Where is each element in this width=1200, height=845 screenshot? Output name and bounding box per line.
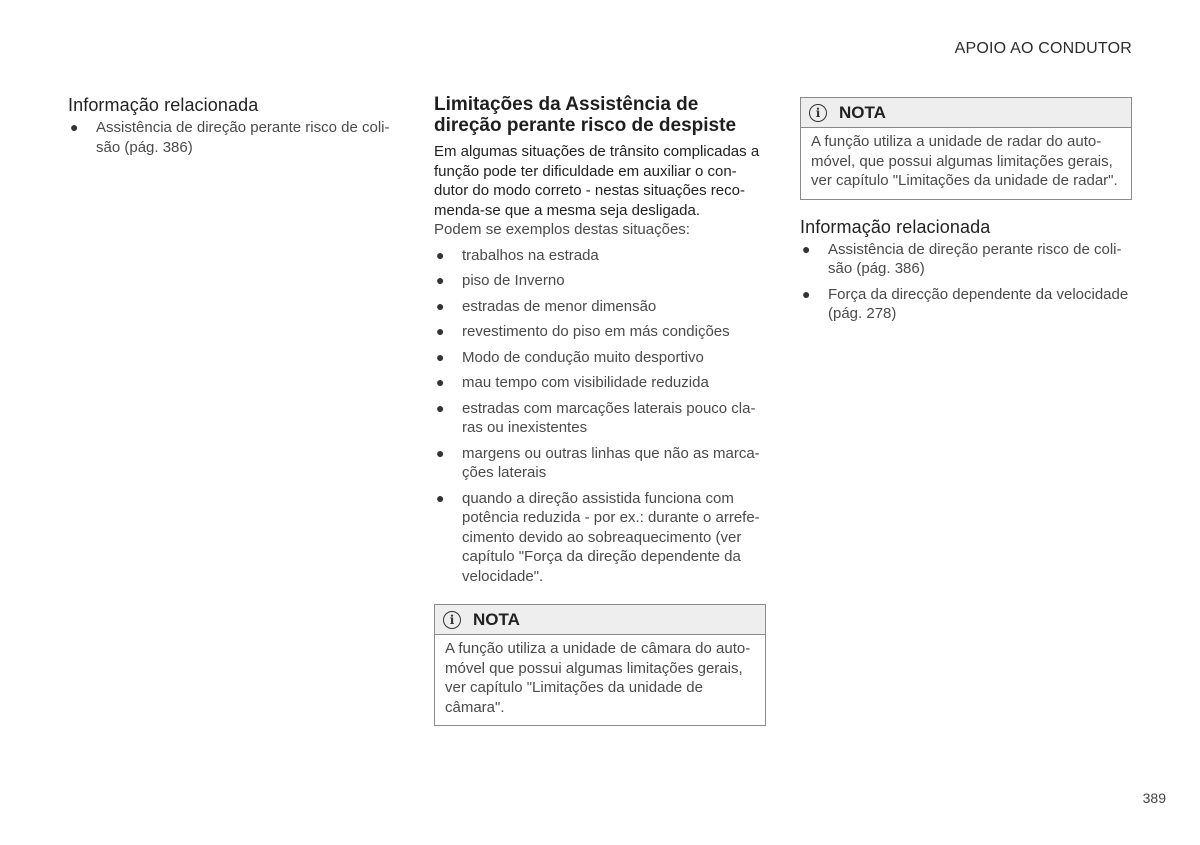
column-middle xyxy=(434,94,766,726)
related-info-heading: Informação relacionada xyxy=(68,95,259,115)
note-body: A função utiliza a unidade de radar do auto- móvel, que possui algumas limitações gerais, ver capítulo "Limitações da unidade de radar". xyxy=(811,133,1118,189)
list-item xyxy=(434,399,766,438)
note-title: NOTA xyxy=(473,609,520,629)
column-right xyxy=(800,97,1132,330)
list-item xyxy=(434,246,766,266)
bullet-icon: ● xyxy=(802,285,811,302)
list-item xyxy=(434,444,766,483)
section-title xyxy=(434,94,766,136)
note-header xyxy=(801,98,1131,128)
list-item-text: Modo de condução muito desportivo xyxy=(462,348,704,366)
bullet-icon: ● xyxy=(436,323,445,339)
bullet-icon: ● xyxy=(436,297,445,314)
list-item[interactable] xyxy=(68,118,398,157)
list-item-text: piso de Inverno xyxy=(462,272,565,289)
bullet-icon: ● xyxy=(436,399,445,416)
list-item-text: Assistência de direção perante risco de coli- são (pág. 386) xyxy=(828,240,1122,277)
list-item[interactable] xyxy=(800,240,1132,279)
section-title-line1: Limitações da Assistência de xyxy=(434,94,699,115)
bullet-icon: ● xyxy=(436,272,445,288)
page-number: 389 xyxy=(1142,790,1166,806)
list-item xyxy=(434,348,766,368)
info-icon: i xyxy=(809,104,827,122)
list-item-text: Assistência de direção perante risco de coli- xyxy=(96,119,390,136)
related-info-list xyxy=(800,240,1132,324)
bullet-icon: ● xyxy=(802,240,811,257)
list-item-text: trabalhos na estrada xyxy=(462,246,599,264)
list-item xyxy=(434,297,766,317)
list-item xyxy=(434,489,766,587)
lead-paragraph: Em algumas situações de trânsito complicadas a função pode ter dificuldade em auxiliar o con- dutor do modo correto - nestas situações reco- menda-se que a mesma seja desligada. xyxy=(434,143,760,219)
list-item-text-cont: são (pág. 386) xyxy=(96,138,193,156)
section-header: APOIO AO CONDUTOR xyxy=(954,40,1132,57)
list-item-text: Força da direcção dependente da velocidade (pág. 278) xyxy=(828,285,1129,322)
note-header xyxy=(435,605,765,635)
list-item xyxy=(434,271,766,291)
list-item-text: mau tempo com visibilidade reduzida xyxy=(462,374,709,391)
section-title-line2: direção perante risco de despiste xyxy=(434,115,737,136)
list-item xyxy=(434,373,766,393)
list-item-text: quando a direção assistida funciona com potência reduzida - por ex.: durante o arrefe- cimento devido ao sobreaquecimento (ver capítulo "Força da direção dependente da velocidade". xyxy=(462,489,760,585)
list-item-text: estradas com marcações laterais pouco cla- ras ou inexistentes xyxy=(462,399,756,436)
list-item[interactable] xyxy=(800,285,1132,324)
bullet-icon: ● xyxy=(70,119,79,135)
bullet-icon: ● xyxy=(436,348,445,365)
info-icon: i xyxy=(443,611,461,629)
intro-paragraph: Podem se exemplos destas situações: xyxy=(434,221,690,238)
column-left xyxy=(68,94,398,163)
related-info-list xyxy=(68,118,398,157)
bullet-icon: ● xyxy=(436,489,445,506)
list-item-text: margens ou outras linhas que não as marca- ções laterais xyxy=(462,444,760,481)
list-item-text: revestimento do piso em más condições xyxy=(462,323,730,340)
note-title: NOTA xyxy=(839,102,886,122)
situations-list xyxy=(434,246,766,587)
note-box-camera xyxy=(434,604,766,726)
list-item xyxy=(434,322,766,342)
bullet-icon: ● xyxy=(436,444,445,461)
note-body: A função utiliza a unidade de câmara do auto- móvel que possui algumas limitações gerais, ver capítulo "Limitações da unidade de câmara". xyxy=(445,640,751,716)
note-box-radar xyxy=(800,97,1132,200)
related-info-heading: Informação relacionada xyxy=(800,216,991,237)
bullet-icon: ● xyxy=(436,246,445,263)
list-item-text: estradas de menor dimensão xyxy=(462,297,657,315)
bullet-icon: ● xyxy=(436,374,445,390)
